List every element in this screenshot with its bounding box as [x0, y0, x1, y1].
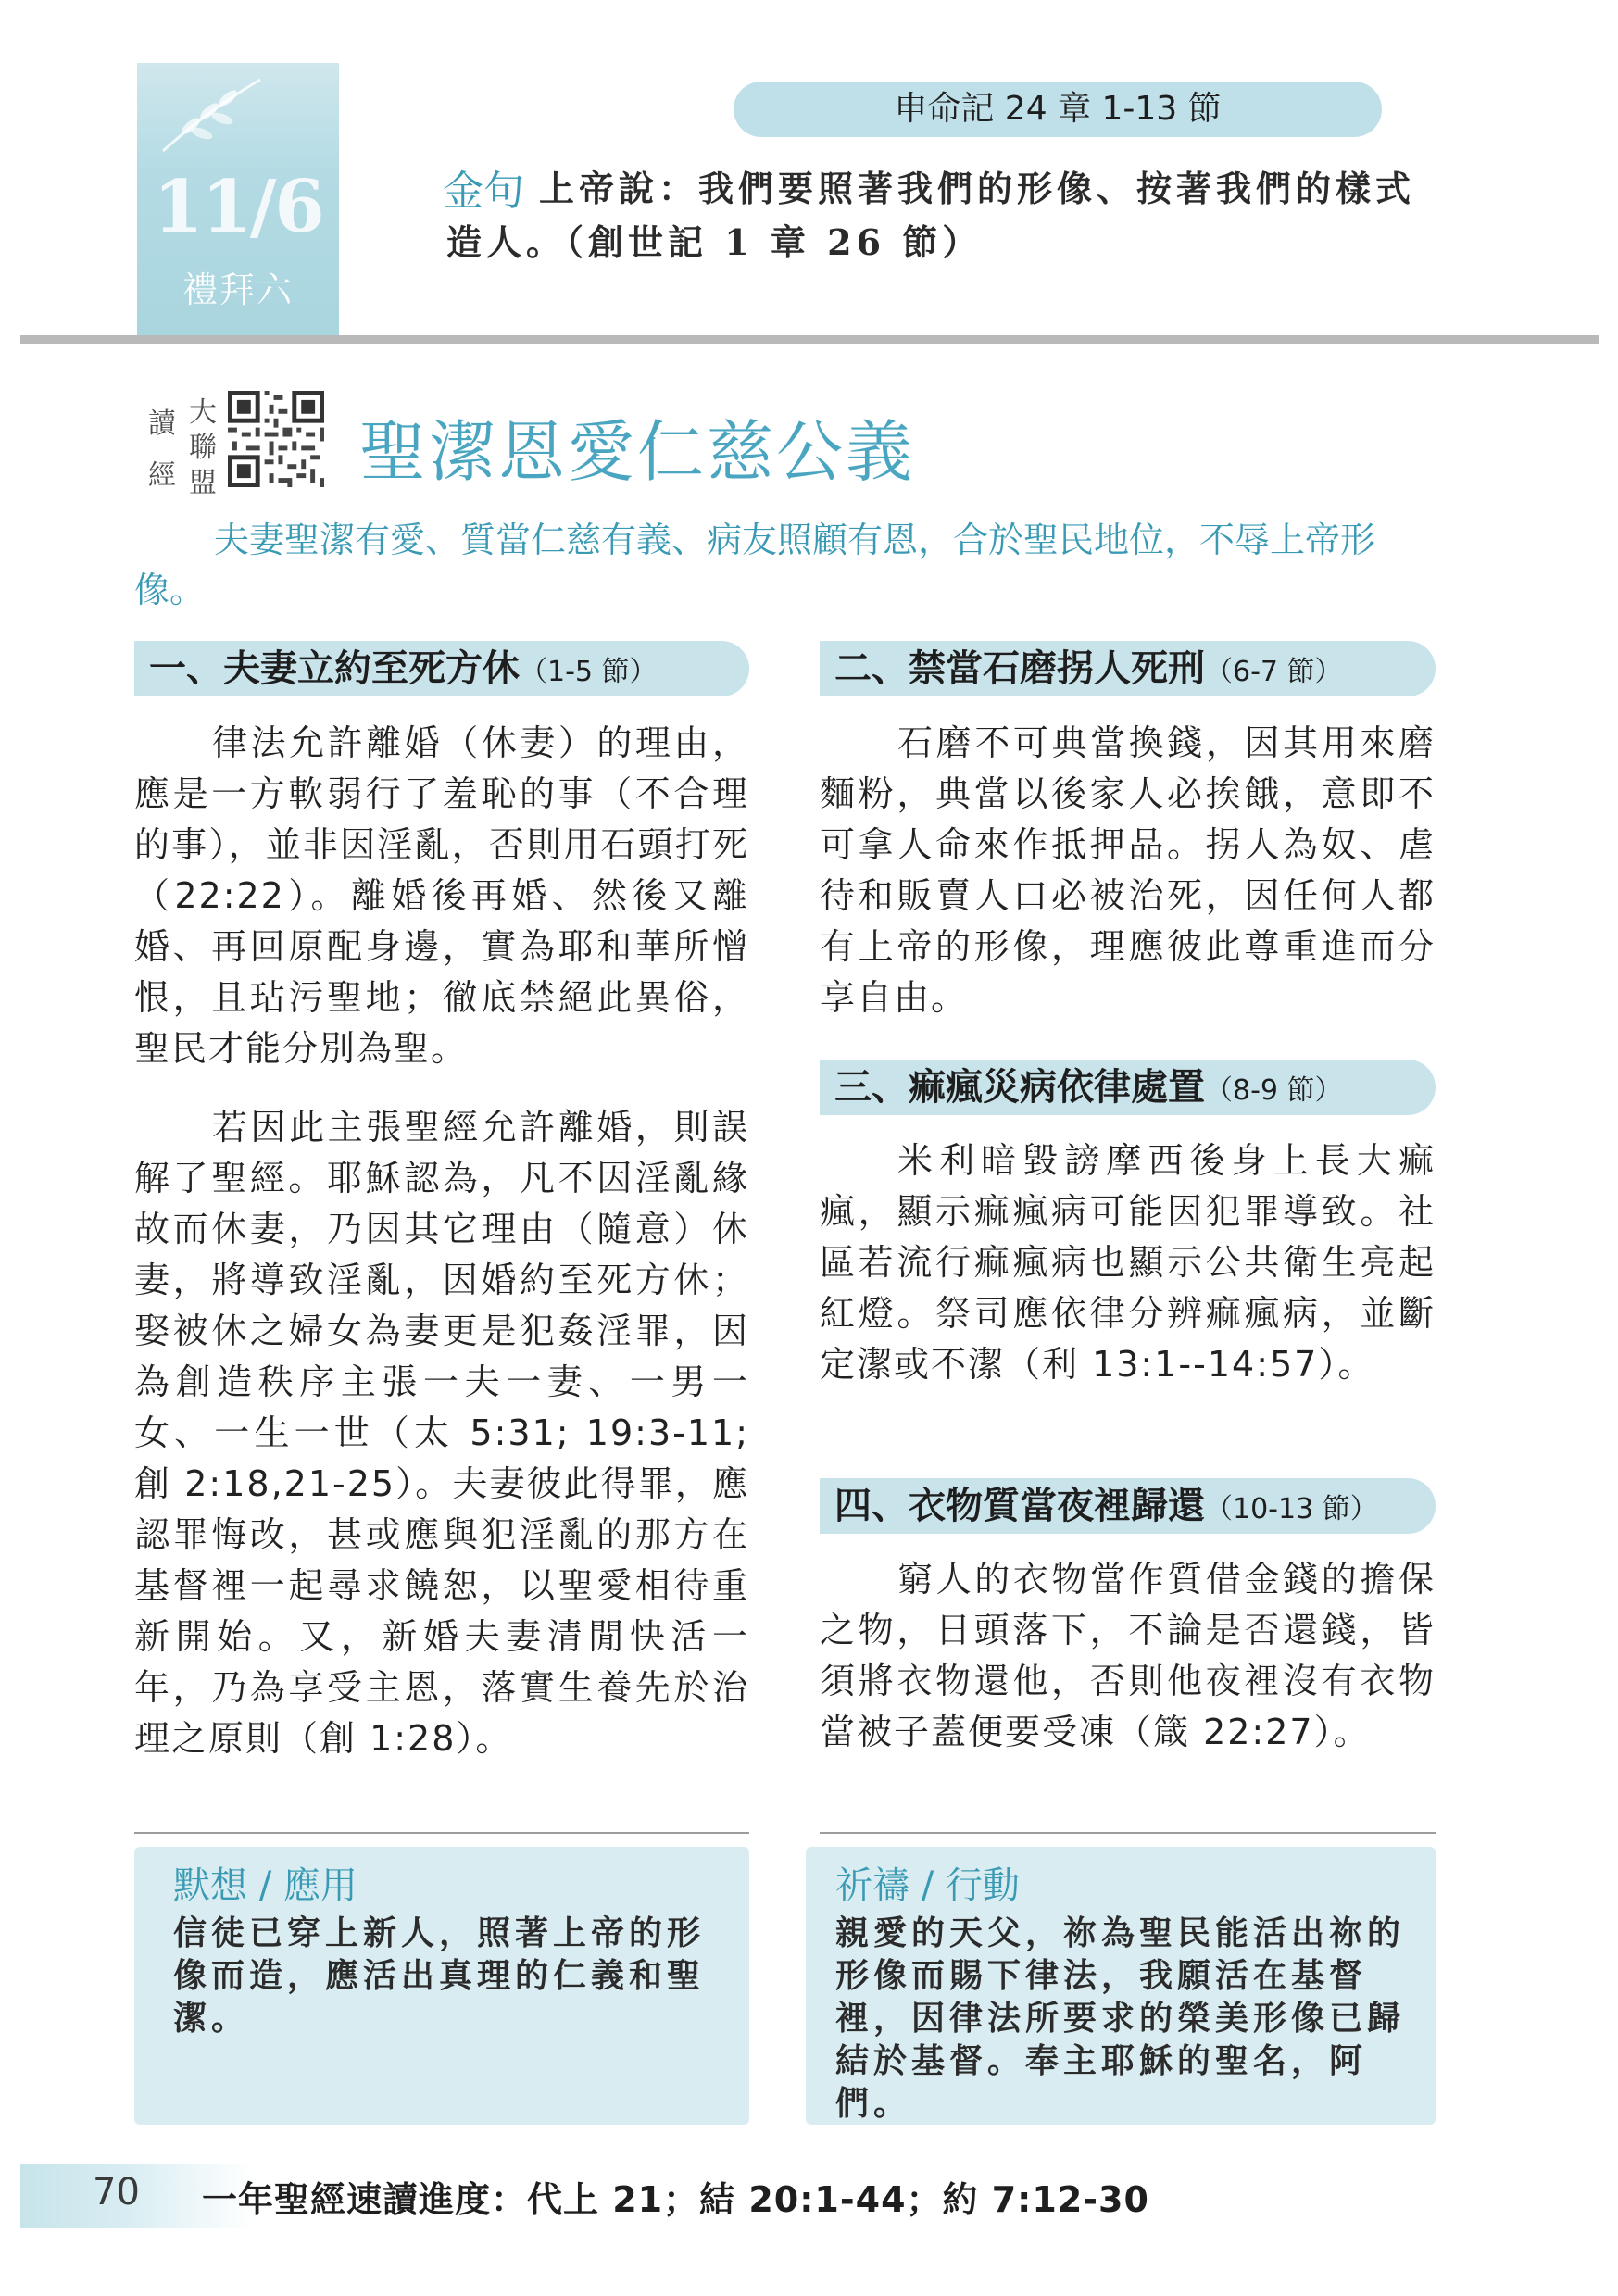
section-2-body	[820, 718, 1436, 1023]
qr-label-col2-c: 盟	[189, 467, 217, 499]
section-3-body	[820, 1135, 1436, 1390]
section-2-title: 二、禁當石磨拐人死刑	[834, 647, 1205, 690]
section-1-paragraph-2: 若因此主張聖經允許離婚，則誤解了聖經。耶穌認為，凡不因淫亂緣故而休妻，乃因其它理由（隨意）休妻，將導致淫亂，因婚約至死方休；娶被休之婦女為妻更是犯姦淫罪，因為創造秩序主張一夫一妻、一男一女、一生一世（太 5:31; 19:3-11; 創 2:18,21-25）。夫妻彼此得罪，應認罪悔改，甚或應與犯淫亂的那方在基督裡一起尋求饒恕，以聖愛相待重新開始。又，新婚夫妻清閒快活一年，乃為享受主恩，落實生養先於治理之原則（創 1:28）。	[134, 1107, 749, 1759]
golden-verse-label: 金句	[443, 168, 524, 215]
prayer-title: 祈禱 / 行動	[835, 1864, 1020, 1907]
qr-label-col2-b: 聯	[189, 432, 217, 464]
section-2-heading	[820, 641, 1436, 696]
section-2-paragraph-1: 石磨不可典當換錢，因其用來磨麵粉，典當以後家人必挨餓，意即不可拿人命來作抵押品。拐人為奴、虐待和販賣人口必被治死，因任何人都有上帝的形像，理應彼此尊重進而分享自由。	[820, 722, 1436, 1018]
section-1-paragraph-1: 律法允許離婚（休妻）的理由，應是一方軟弱行了羞恥的事（不合理的事），並非因淫亂，否則用石頭打死（22:22）。離婚後再婚、然後又離婚、再回原配身邊，實為耶和華所憎恨，且玷污聖地；徹底禁絕此異俗，聖民才能分別為聖。	[134, 722, 749, 1069]
intro-text: 夫妻聖潔有愛、質當仁慈有義、病友照顧有恩，合於聖民地位，不辱上帝形像。	[134, 520, 1376, 610]
qr-label-col1-a: 讀	[148, 408, 176, 440]
qr-label-col1-b: 經	[148, 459, 176, 492]
section-3-title: 三、痲瘋災病依律處置	[834, 1066, 1205, 1109]
section-4-heading	[820, 1478, 1436, 1534]
prayer-box	[806, 1847, 1436, 2125]
golden-verse-line1: 上帝說：我們要照著我們的形像、按著我們的樣式	[539, 168, 1416, 209]
right-box-divider	[820, 1832, 1436, 1834]
section-4-paragraph-1: 窮人的衣物當作質借金錢的擔保之物，日頭落下，不論是否還錢，皆須將衣物還他，否則他夜裡沒有衣物當被子蓋便要受凍（箴 22:27）。	[820, 1559, 1436, 1752]
date-box	[137, 63, 339, 337]
section-1-body	[134, 718, 749, 1764]
page-number: 70	[93, 2171, 140, 2214]
qr-code-icon[interactable]	[228, 391, 324, 487]
section-4-title: 四、衣物質當夜裡歸還	[834, 1485, 1205, 1527]
section-4-body	[820, 1554, 1436, 1758]
date-number: 11/6	[153, 165, 323, 249]
qr-label-col2-a: 大	[189, 396, 217, 429]
reading-progress: 一年聖經速讀進度：代上 21；結 20:1-44；約 7:12-30	[202, 2179, 1149, 2220]
reading-reference: 申命記 24 章 1-13 節	[734, 82, 1382, 137]
section-4-verses: （10-13 節）	[1205, 1493, 1378, 1525]
reflection-title: 默想 / 應用	[173, 1864, 357, 1907]
section-1-verses: （1-5 節）	[520, 656, 658, 688]
section-3-heading	[820, 1060, 1436, 1115]
section-1-heading	[134, 641, 749, 696]
section-2-verses: （6-7 節）	[1205, 656, 1343, 688]
olive-branch-icon	[154, 72, 265, 156]
reflection-text: 信徒已穿上新人，照著上帝的形像而造，應活出真理的仁義和聖潔。	[173, 1913, 706, 2038]
section-3-paragraph-1: 米利暗毀謗摩西後身上長大痲瘋，顯示痲瘋病可能因犯罪導致。社區若流行痲瘋病也顯示公共衛生亮起紅燈。祭司應依律分辨痲瘋病，並斷定潔或不潔（利 13:1--14:57）。	[820, 1140, 1436, 1385]
top-divider	[20, 335, 1599, 344]
section-3-verses: （8-9 節）	[1205, 1074, 1343, 1107]
left-box-divider	[134, 1832, 749, 1834]
prayer-text: 親愛的天父，祢為聖民能活出祢的形像而賜下律法，我願活在基督裡，因律法所要求的榮美形像已歸結於基督。奉主耶穌的聖名，阿們。	[835, 1913, 1406, 2123]
golden-verse-line2: 造人。（創世記 1 章 26 節）	[446, 221, 983, 263]
section-1-title: 一、夫妻立約至死方休	[149, 647, 520, 690]
page-title: 聖潔恩愛仁慈公義	[359, 413, 916, 491]
weekday: 禮拜六	[182, 270, 294, 310]
reflection-box	[134, 1847, 749, 2125]
